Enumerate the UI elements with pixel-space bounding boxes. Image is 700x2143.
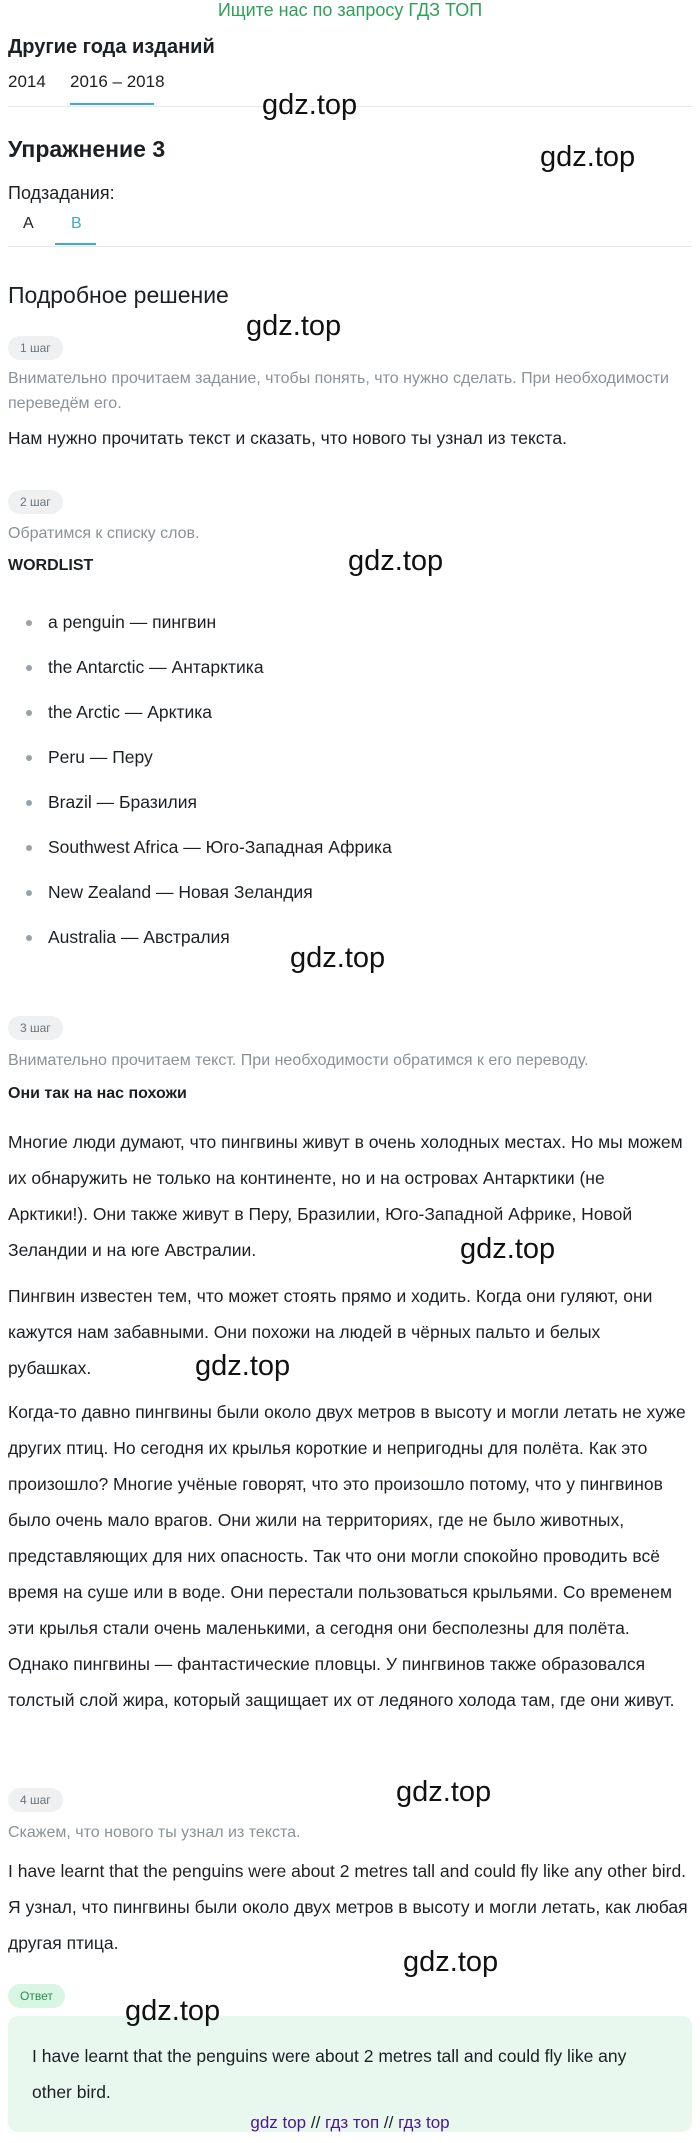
bullet-icon: [26, 890, 32, 896]
watermark: gdz.top: [460, 1233, 556, 1265]
watermark: gdz.top: [262, 89, 358, 121]
wordlist-label: WORDLIST: [8, 557, 94, 574]
step-hint: Скажем, что нового ты узнал из текста.: [8, 1824, 301, 1841]
step-hint: Внимательно прочитаем задание, чтобы понять, что нужно сделать. При необходимости переведём его.: [8, 370, 669, 412]
divider: [8, 246, 692, 247]
footer-link-gdz-top[interactable]: gdz top: [250, 2113, 307, 2132]
wordlist-item: New Zealand — Новая Зеландия: [26, 882, 313, 903]
step-badge: 2 шаг: [8, 490, 63, 514]
year-tab-2014[interactable]: 2014: [8, 72, 46, 91]
footer-separator: //: [310, 2113, 321, 2132]
answer-text: I have learnt that the penguins were about 2 metres tall and could fly like any other bird.: [32, 2046, 627, 2102]
watermark: gdz.top: [246, 310, 342, 342]
wordlist-item: a penguin — пингвин: [26, 612, 216, 633]
year-tab-active-indicator: [70, 103, 154, 105]
footer-separator: //: [383, 2113, 394, 2132]
answer-badge: Ответ: [8, 1984, 65, 2008]
step-text: Нам нужно прочитать текст и сказать, что нового ты узнал из текста.: [8, 428, 567, 448]
wordlist-item: the Antarctic — Антарктика: [26, 657, 264, 678]
subtasks-label: Подзадания:: [8, 183, 115, 203]
subtask-tab-b[interactable]: B: [71, 215, 82, 232]
footer-links: [0, 2113, 700, 2133]
text-title: Они так на нас похожи: [8, 1085, 187, 1102]
wordlist-item: Australia — Австралия: [26, 927, 230, 948]
text-paragraph: Многие люди думают, что пингвины живут в очень холодных местах. Но мы можем их обнаружить не только на континенте, но и на островах Антарктики (не Арктики!). Они также живут в Перу, Бразилии, Юго-Западной Африке, Новой Зеландии и на юге Австралии.: [8, 1132, 683, 1260]
bullet-icon: [26, 935, 32, 941]
bullet-icon: [26, 710, 32, 716]
footer-link-gdz-top-mixed[interactable]: гдз top: [398, 2113, 450, 2132]
bullet-icon: [26, 665, 32, 671]
bullet-icon: [26, 845, 32, 851]
watermark: gdz.top: [396, 1776, 492, 1808]
year-tab-2016-2018[interactable]: 2016 – 2018: [70, 72, 165, 91]
bullet-icon: [26, 800, 32, 806]
wordlist-item: the Arctic — Арктика: [26, 702, 212, 723]
wordlist-item: Brazil — Бразилия: [26, 792, 197, 813]
watermark: gdz.top: [403, 1946, 499, 1978]
bullet-icon: [26, 755, 32, 761]
watermark: gdz.top: [348, 545, 444, 577]
text-paragraph: Когда-то давно пингвины были около двух метров в высоту и могли летать не хуже других птиц. Но сегодня их крылья короткие и непригодны для полёта. Как это произошло? Многие учёные говорят, что это произошло потому, что у пингвинов было очень мало врагов. Они жили на территориях, где не было животных, представляющих для них опасность. Так что они могли спокойно проводить всё время на суше или в воде. Они перестали пользоваться крыльями. Со временем эти крылья стали очень маленькими, а сегодня они бесполезны для полёта. Однако пингвины — фантастические пловцы. У пингвинов также образовался толстый слой жира, который защищает их от ледяного холода там, где они живут.: [8, 1402, 686, 1710]
solution-title: Подробное решение: [8, 282, 229, 308]
bullet-icon: [26, 620, 32, 626]
watermark: gdz.top: [195, 1350, 291, 1382]
step-hint: Обратимся к списку слов.: [8, 525, 200, 542]
search-banner: Ищите нас по запросу ГДЗ ТОП: [217, 0, 483, 20]
step-badge: 1 шаг: [8, 336, 63, 360]
step-badge: 4 шаг: [8, 1788, 63, 1812]
watermark: gdz.top: [540, 141, 636, 173]
subtask-active-indicator: [55, 243, 96, 245]
exercise-title: Упражнение 3: [8, 136, 166, 162]
wordlist-item: Peru — Перу: [26, 747, 153, 768]
other-years-heading: Другие года изданий: [8, 36, 215, 58]
text-paragraph: Пингвин известен тем, что может стоять прямо и ходить. Когда они гуляют, они кажутся нам забавными. Они похожи на людей в чёрных пальто и белых рубашках.: [8, 1286, 653, 1378]
step-badge: 3 шаг: [8, 1016, 63, 1040]
footer-link-gdz-top-ru[interactable]: гдз топ: [325, 2113, 380, 2132]
step-text: I have learnt that the penguins were about 2 metres tall and could fly like any other bird. Я узнал, что пингвины были около двух метров в высоту и могли летать, как любая другая птица.: [8, 1861, 688, 1953]
watermark: gdz.top: [290, 942, 386, 974]
subtask-tab-a[interactable]: A: [23, 215, 34, 232]
wordlist-item: Southwest Africa — Юго-Западная Африка: [26, 837, 392, 858]
watermark: gdz.top: [125, 1995, 221, 2027]
step-hint: Внимательно прочитаем текст. При необходимости обратимся к его переводу.: [8, 1052, 589, 1069]
